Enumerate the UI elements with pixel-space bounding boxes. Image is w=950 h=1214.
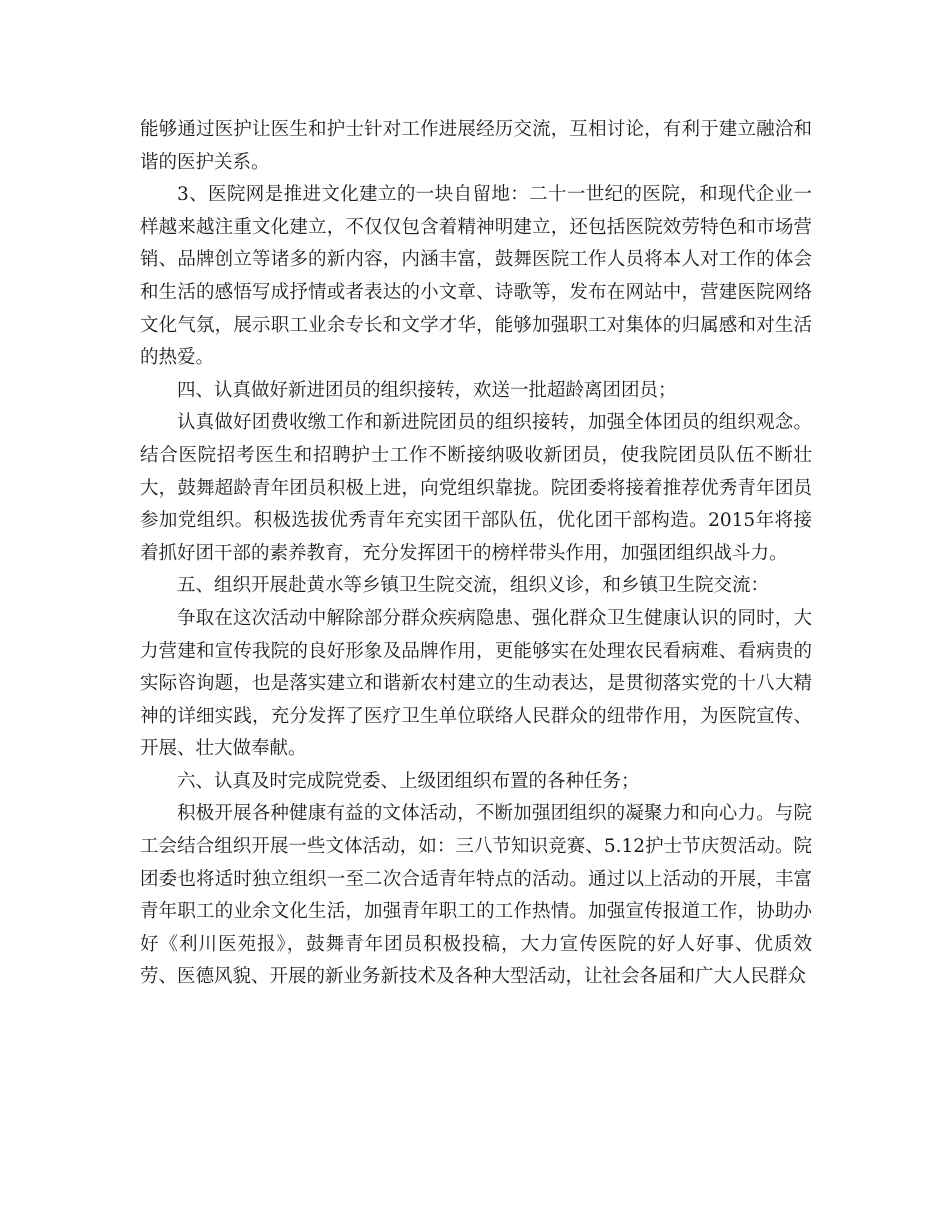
paragraph-2: 3、医院网是推进文化建立的一块自留地：二十一世纪的医院，和现代企业一样越来越注重文化建立，不仅仅包含着精神明建立，还包括医院效劳特色和市场营销、品牌创立等诸多的新内容，内涵丰富，鼓舞医院工作人员将本人对工作的体会和生活的感悟写成抒情或者表达的小文章、诗歌等，发布在网站中，营建医院网络文化气氛，展示职工业余专长和文学才华，能够加强职工对集体的归属感和对生活的热爱。	[140, 184, 812, 369]
paragraph-6: 争取在这次活动中解除部分群众疾病隐患、强化群众卫生健康认识的同时，大力营建和宣传我院的良好形象及品牌作用，更能够实在处理农民看病难、看病贵的实际咨询题，也是落实建立和谐新农村建立的生动表达，是贯彻落实党的十八大精神的详细实践，充分发挥了医疗卫生单位联络人民群众的纽带作用，为医院宣传、开展、壮大做奉献。	[140, 607, 812, 760]
paragraph-1: 能够通过医护让医生和护士针对工作进展经历交流，互相讨论，有利于建立融洽和谐的医护关系。	[140, 119, 812, 173]
document-body	[140, 114, 812, 994]
section-heading-4: 四、认真做好新进团员的组织接转，欢送一批超龄离团团员；	[177, 379, 677, 401]
paragraph-4: 认真做好团费收缴工作和新进院团员的组织接转，加强全体团员的组织观念。结合医院招考医生和招聘护士工作不断接纳吸收新团员，使我院团员队伍不断壮大，鼓舞超龄青年团员积极上进，向党组织靠拢。院团委将接着推荐优秀青年团员参加党组织。积极选拔优秀青年充实团干部队伍，优化团干部构造。2015年将接着抓好团干部的素养教育，充分发挥团干的榜样带头作用，加强团组织战斗力。	[140, 412, 812, 564]
section-heading-6: 六、认真及时完成院党委、上级团组织布置的各种任务；	[177, 770, 640, 792]
section-heading-5: 五、组织开展赴黄水等乡镇卫生院交流，组织义诊，和乡镇卫生院交流：	[177, 575, 770, 597]
paragraph-8: 积极开展各种健康有益的文体活动，不断加强团组织的凝聚力和向心力。与院工会结合组织开展一些文体活动，如：三八节知识竞赛、5.12护士节庆贺活动。院团委也将适时独立组织一至二次合适青年特点的活动。通过以上活动的开展，丰富青年职工的业余文化生活，加强青年职工的工作热情。加强宣传报道工作，协助办好《利川医苑报》，鼓舞青年团员积极投稿，大力宣传医院的好人好事、优质效劳、医德风貌、开展的新业务新技术及各种大型活动，让社会各届和广大人民群众	[140, 803, 812, 988]
